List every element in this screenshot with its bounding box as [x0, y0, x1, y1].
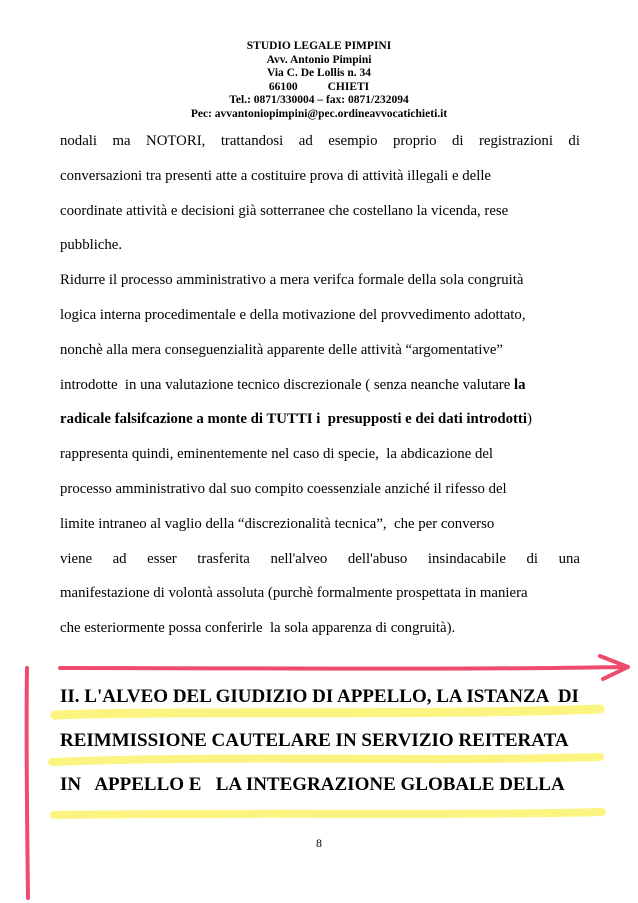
- word: ad: [112, 550, 127, 567]
- word: trasferita: [197, 550, 250, 567]
- word: di: [452, 133, 464, 149]
- street-address: Via C. De Lollis n. 34: [266, 67, 372, 79]
- body-line-3: coordinate attività e decisioni già sotterranee che costellano la vicenda, rese: [60, 202, 509, 219]
- body-line-9: [60, 402, 580, 437]
- body-line-7: nonchè alla mera conseguenzialità apparente delle attività “argomentative”: [60, 341, 504, 358]
- word: NOTORI,: [146, 133, 206, 149]
- body-line-11: processo amministrativo dal suo compito coessenziale anziché il rifesso del: [60, 480, 507, 497]
- city: CHIETI: [327, 80, 370, 93]
- section-heading-line-2: REIMMISSIONE CAUTELARE IN SERVIZIO REITERATA: [60, 730, 569, 751]
- city-line: [0, 81, 638, 95]
- letterhead: [0, 40, 638, 121]
- word: nodali: [60, 133, 97, 149]
- word: proprio: [392, 133, 437, 149]
- body-line-9-bold: radicale falsifcazione a monte di TUTTI i presupposti e dei dati introdotti: [60, 411, 527, 428]
- section-heading: [60, 675, 620, 807]
- arrow-shaft: [60, 667, 624, 669]
- firm-name: STUDIO LEGALE PIMPINI: [246, 40, 392, 52]
- body-line-2: conversazioni tra presenti atte a costituire prova di attività illegali e delle: [60, 167, 491, 184]
- pec-address: Pec: avvantoniopimpini@pec.ordineavvocatichieti.it: [190, 107, 448, 120]
- body-line-6: logica interna procedimentale e della motivazione del provvedimento adottato,: [60, 306, 526, 323]
- word: di: [526, 550, 539, 567]
- body-line-8: [60, 368, 580, 403]
- vertical-margin-line: [27, 668, 28, 898]
- word: esempio: [328, 133, 378, 149]
- word: trattandosi: [220, 133, 284, 149]
- body-line-15: che esteriormente possa conferirle la sola apparenza di congruità).: [60, 620, 456, 637]
- word: dell'abuso: [347, 550, 408, 567]
- word: ad: [298, 133, 313, 149]
- body-line-14: manifestazione di volontà assoluta (purchè formalmente prospettata in maniera: [60, 585, 528, 602]
- body-line-5: Ridurre il processo amministrativo a mera verifca formale della sola congruità: [60, 272, 524, 289]
- word: viene: [60, 550, 93, 567]
- highlight-stroke-3: [54, 812, 602, 815]
- page-number: 8: [316, 836, 322, 850]
- word: registrazioni: [478, 133, 553, 149]
- body-line-13: [60, 542, 580, 577]
- body-line-12: limite intraneo al vaglio della “discrezionalità tecnica”, che per converso: [60, 515, 495, 532]
- word: ma: [112, 133, 131, 149]
- body-line-4: pubbliche.: [60, 237, 123, 254]
- body-line-1: [60, 124, 580, 159]
- phone-fax: Tel.: 0871/330004 – fax: 0871/232094: [229, 94, 409, 106]
- word: esser: [147, 550, 177, 567]
- word: insindacabile: [427, 550, 506, 567]
- body-text: [60, 124, 580, 646]
- body-line-9-text: ): [526, 411, 532, 428]
- body-line-8-text: introdotte in una valutazione tecnico discrezionale ( senza neanche valutare: [60, 376, 514, 393]
- body-line-8-bold: la: [513, 376, 526, 393]
- word: nell'alveo: [270, 550, 328, 567]
- section-heading-line-3: IN APPELLO E LA INTEGRAZIONE GLOBALE DELLA: [60, 774, 565, 795]
- section-heading-line-1: II. L'ALVEO DEL GIUDIZIO DI APPELLO, LA ISTANZA DI: [60, 686, 579, 707]
- body-line-10: rappresenta quindi, eminentemente nel caso di specie, la abdicazione del: [60, 446, 494, 463]
- word: una: [558, 550, 580, 567]
- lawyer-name: Avv. Antonio Pimpini: [266, 53, 372, 66]
- postcode: 66100: [268, 80, 298, 93]
- word: di: [568, 133, 580, 149]
